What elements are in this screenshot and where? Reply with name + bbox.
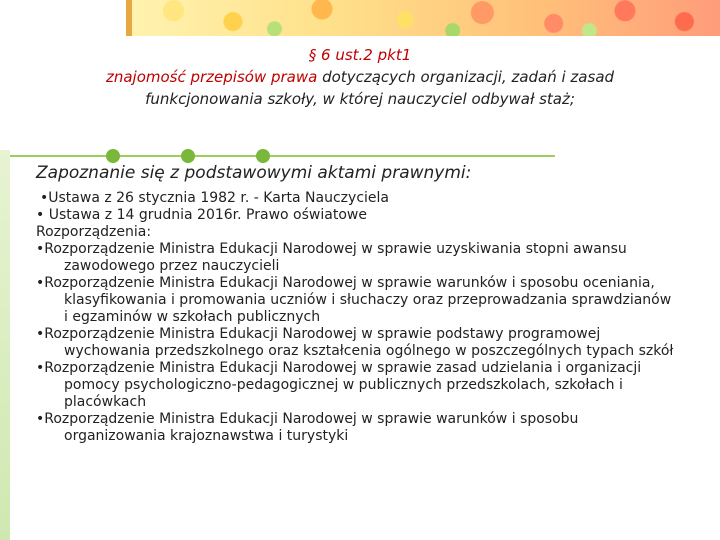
section-divider <box>10 155 555 157</box>
divider-dot <box>106 149 120 163</box>
list-item: •Ustawa z 26 stycznia 1982 r. - Karta Nauczyciela <box>40 190 389 206</box>
list-item: •Rozporządzenie Ministra Edukacji Narodowej w sprawie podstawy programowej wychowania przedszkolnego oraz kształcenia ogólnego w poszczególnych typach szkół <box>36 326 674 359</box>
slide-title <box>60 44 660 110</box>
legal-acts-list <box>36 190 676 445</box>
list-item: • Ustawa z 14 grudnia 2016r. Prawo oświatowe <box>36 207 367 223</box>
title-highlight: znajomość przepisów prawa <box>105 68 318 86</box>
section-subtitle: Zapoznanie się z podstawowymi aktami prawnymi: <box>36 163 472 183</box>
title-text <box>60 66 660 110</box>
rule-reference: § 6 ust.2 pkt1 <box>308 46 412 64</box>
list-item: •Rozporządzenie Ministra Edukacji Narodowej w sprawie warunków i sposobu organizowania krajoznawstwa i turystyki <box>36 411 579 444</box>
decorative-banner <box>126 0 720 36</box>
divider-dot <box>256 149 270 163</box>
list-item: •Rozporządzenie Ministra Edukacji Narodowej w sprawie uzyskiwania stopni awansu zawodowego przez nauczycieli <box>36 241 627 274</box>
divider-dot <box>181 149 195 163</box>
list-item: •Rozporządzenie Ministra Edukacji Narodowej w sprawie warunków i sposobu oceniania, klasyfikowania i promowania uczniów i słuchaczy oraz przeprowadzania sprawdzianów i egzaminów w szkołach publicznych <box>36 275 672 325</box>
banner-edge <box>126 0 132 36</box>
list-item: •Rozporządzenie Ministra Edukacji Narodowej w sprawie zasad udzielania i organizacji pomocy psychologiczno-pedagogicznej w publicznych przedszkolach, szkołach i placówkach <box>36 360 642 410</box>
list-heading: Rozporządzenia: <box>36 224 152 240</box>
left-decorative-bar <box>0 150 10 540</box>
title-rest: dotyczących organizacji, zadań i zasad funkcjonowania szkoły, w której nauczyciel odbywał staż; <box>145 68 615 108</box>
